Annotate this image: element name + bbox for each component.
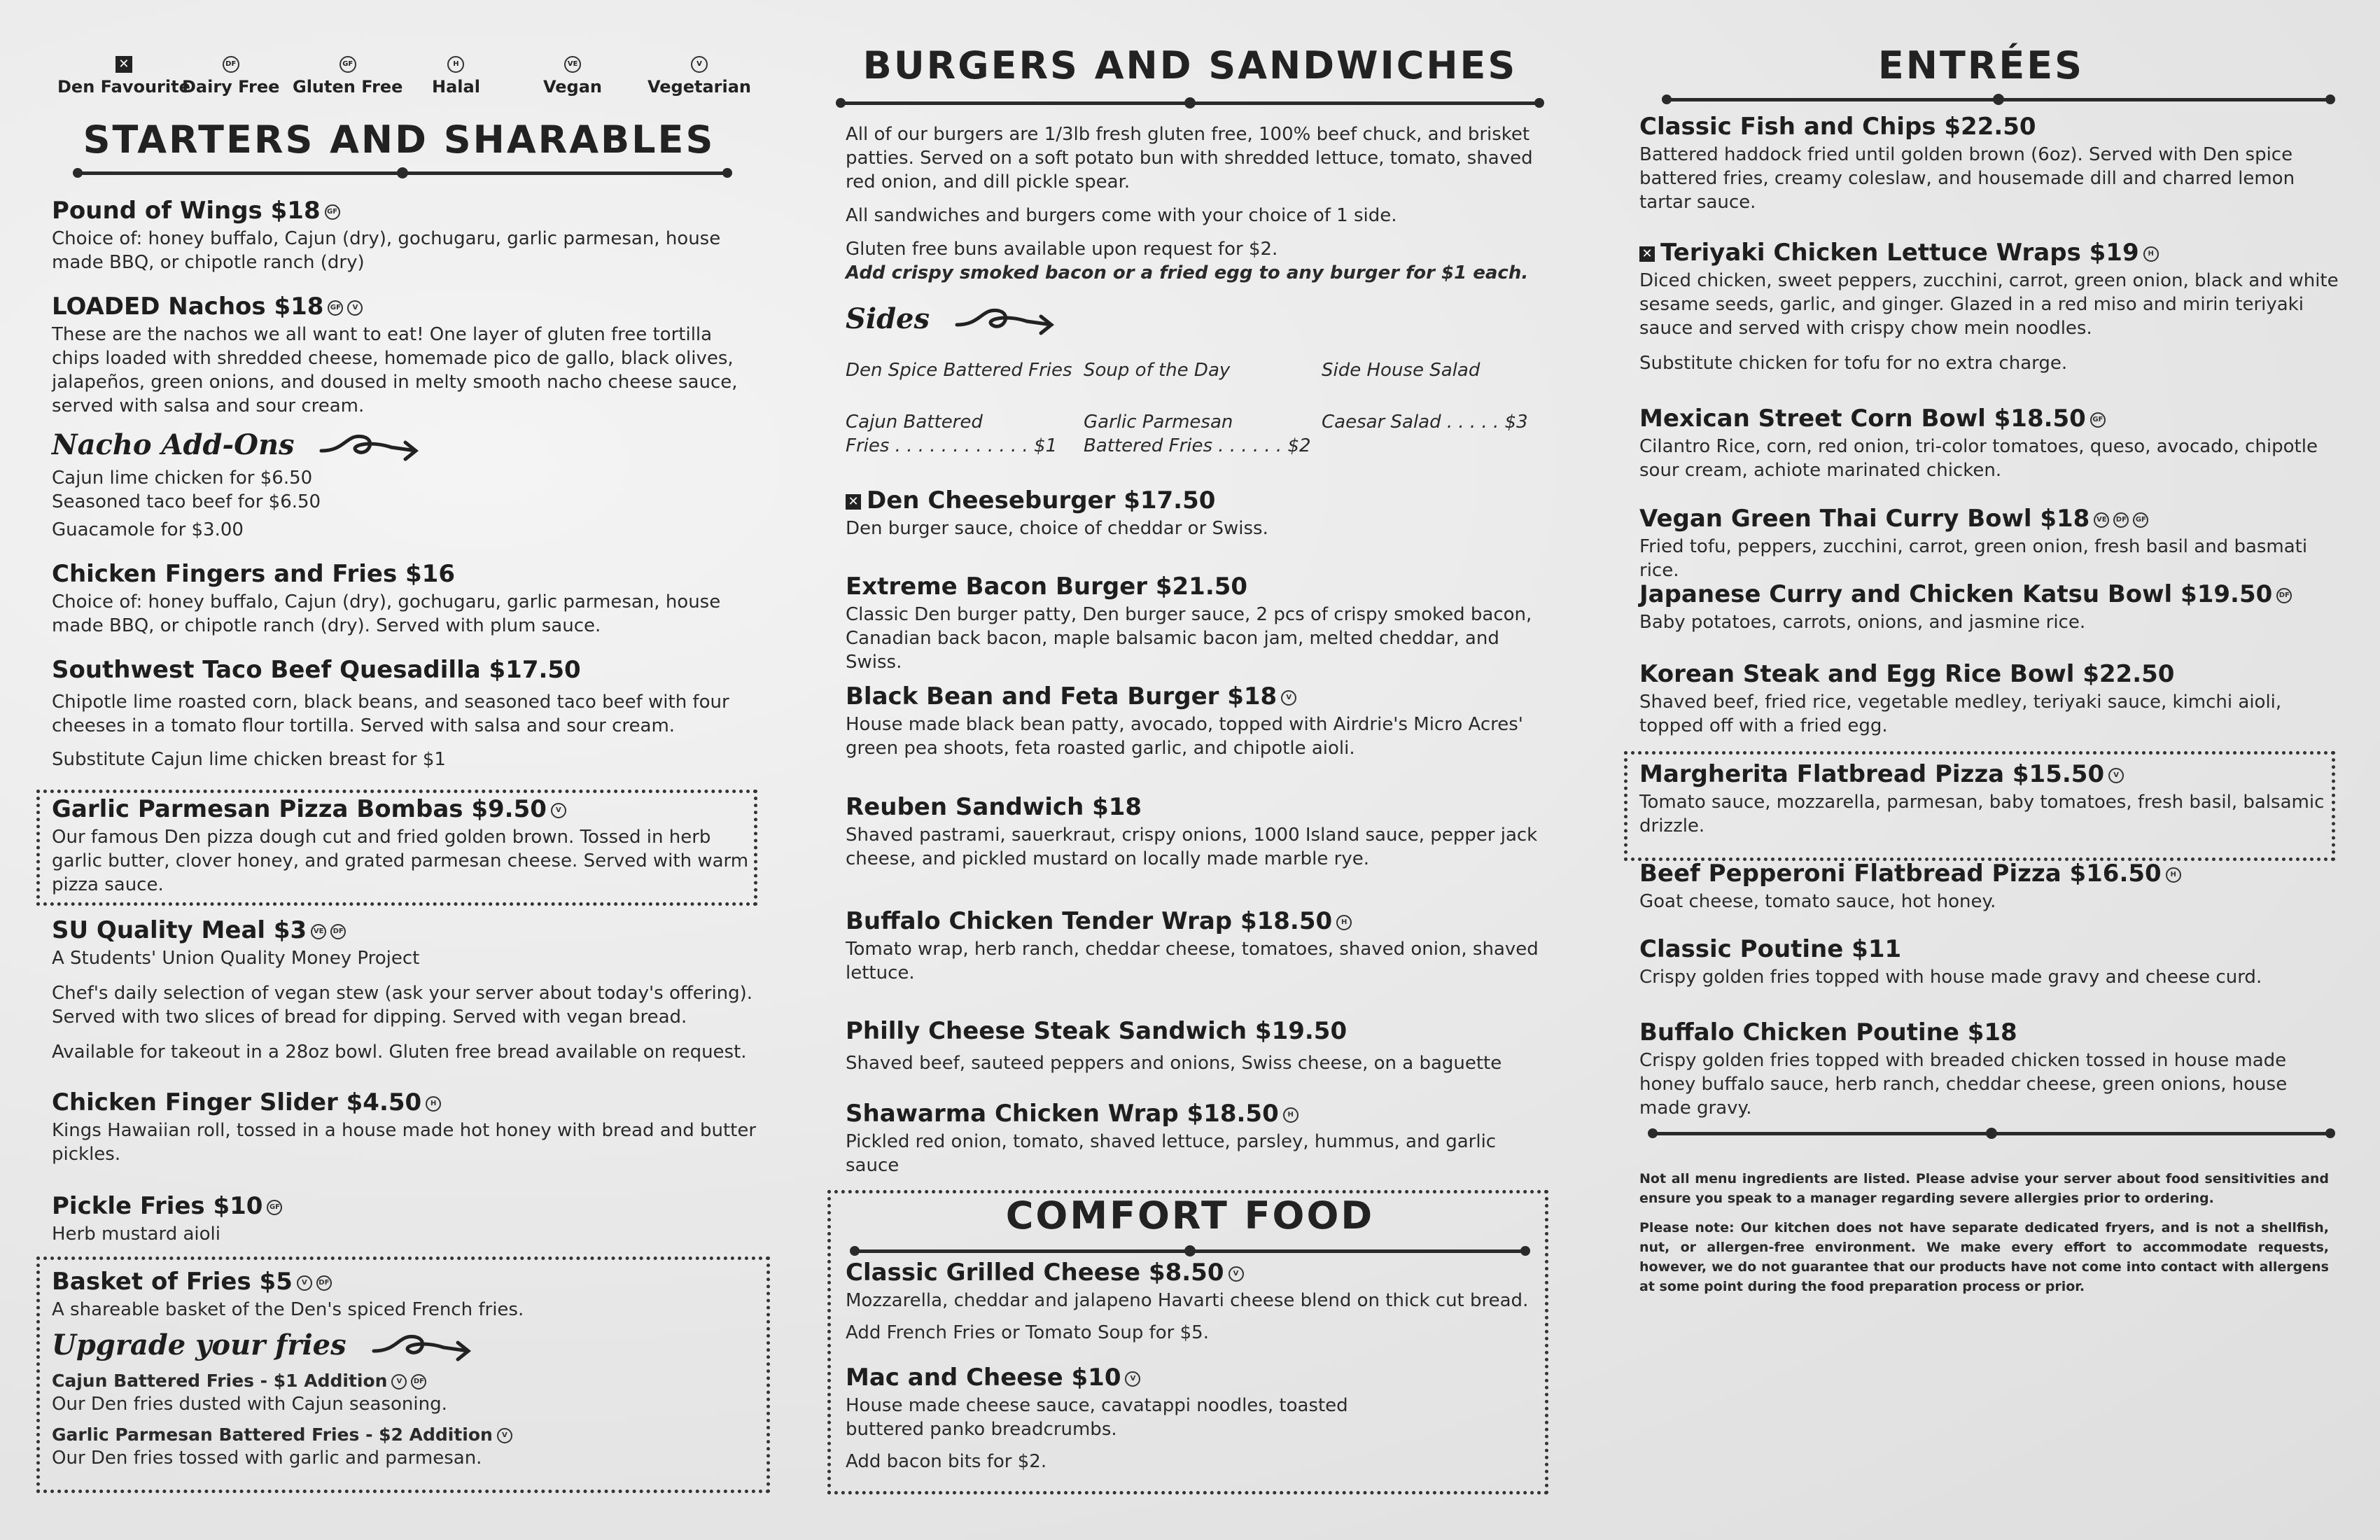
menu-item-buffalo-wrap bbox=[846, 905, 1539, 985]
upgrade-title: Upgrade your fries bbox=[52, 1329, 346, 1362]
item-description: Pickled red onion, tomato, shaved lettuce, parsley, hummus, and garlic sauce bbox=[846, 1131, 1497, 1176]
item-description: Shaved pastrami, sauerkraut, crispy onions, 1000 Island sauce, pepper jack cheese, and pickled mustard on locally made marble rye. bbox=[846, 825, 1538, 869]
dairy-free-icon: DF bbox=[411, 1374, 426, 1390]
item-name: Teriyaki Chicken Lettuce Wraps $19 bbox=[1660, 239, 2139, 267]
item-name: Classic Grilled Cheese $8.50 bbox=[846, 1259, 1224, 1287]
item-name: Pound of Wings $18 bbox=[52, 197, 321, 225]
gluten-free-icon: GF bbox=[325, 204, 340, 220]
item-name: Den Cheeseburger $17.50 bbox=[867, 486, 1216, 514]
item-description: Classic Den burger patty, Den burger sauce, 2 pcs of crispy smoked bacon, Canadian back bacon, maple balsamic bacon jam, melted cheddar, and Swiss. bbox=[846, 604, 1532, 673]
intro-text: All of our burgers are 1/3lb fresh gluten free, 100% beef chuck, and brisket patties. Served on a soft potato bun with shredded lettuce, tomato, shaved red onion, and dill pickle spear. bbox=[846, 124, 1533, 192]
item-note: Available for takeout in a 28oz bowl. Gluten free bread available on request. bbox=[52, 1042, 747, 1063]
item-description: Crispy golden fries topped with breaded chicken tossed in house made honey buffalo sauce, herb ranch, cheddar cheese, green onions, house made gravy. bbox=[1639, 1050, 2288, 1119]
gluten-free-icon: GF bbox=[267, 1200, 282, 1215]
menu-item-wings bbox=[52, 195, 759, 274]
gluten-free-icon: GF bbox=[2090, 412, 2106, 428]
item-description: Cilantro Rice, corn, red onion, tri-color tomatoes, queso, avocado, chipotle sour cream, achiote marinated chicken. bbox=[1639, 436, 2318, 481]
den-favourite-icon: ✕ bbox=[846, 494, 861, 510]
den-favourite-icon: ✕ bbox=[1639, 246, 1655, 262]
legend-label: Dairy Free bbox=[182, 77, 280, 97]
halal-icon: H bbox=[447, 56, 464, 73]
dairy-free-icon: DF bbox=[330, 924, 346, 939]
item-name: Chicken Finger Slider $4.50 bbox=[52, 1088, 422, 1116]
menu-item-reuben bbox=[846, 791, 1539, 871]
comfort-title: COMFORT FOOD bbox=[1005, 1194, 1375, 1238]
menu-item-fish-chips bbox=[1639, 111, 2339, 214]
upgrade-cajun-desc: Our Den fries dusted with Cajun seasoning. bbox=[52, 1394, 447, 1415]
menu-item-teriyaki-wraps bbox=[1639, 237, 2339, 375]
addon-item: Cajun lime chicken for $6.50 bbox=[52, 468, 313, 489]
burgers-intro bbox=[846, 122, 1539, 285]
item-description: These are the nachos we all want to eat! One layer of gluten free tortilla chips loaded with shredded cheese, homemade pico de gallo, black olives, jalapeños, green onions, and doused in melty smooth nacho cheese sauce, served with salsa and sour cream. bbox=[52, 324, 738, 416]
menu-item-philly bbox=[846, 1015, 1539, 1075]
gluten-free-icon: GF bbox=[340, 56, 356, 73]
dairy-free-icon: DF bbox=[223, 56, 239, 73]
item-name: Mac and Cheese $10 bbox=[846, 1364, 1121, 1392]
vegan-icon: VE bbox=[564, 56, 581, 73]
menu-item-quesadilla bbox=[52, 654, 759, 771]
item-note: Substitute chicken for tofu for no extra charge. bbox=[1639, 353, 2068, 374]
side-fries: Den Spice Battered Fries bbox=[846, 360, 1072, 381]
dairy-free-icon: DF bbox=[2113, 512, 2129, 528]
item-note: Add bacon bits for $2. bbox=[846, 1451, 1047, 1472]
item-description: Shaved beef, fried rice, vegetable medley, teriyaki sauce, kimchi aioli, topped off with a fried egg. bbox=[1639, 692, 2282, 736]
item-description: Den burger sauce, choice of cheddar or Swiss. bbox=[846, 518, 1268, 539]
menu-item-pizza-bombas bbox=[52, 793, 752, 897]
item-name: Southwest Taco Beef Quesadilla $17.50 bbox=[52, 656, 581, 684]
dairy-free-icon: DF bbox=[316, 1275, 332, 1291]
item-name: Margherita Flatbread Pizza $15.50 bbox=[1639, 760, 2105, 788]
burgers-title: BURGERS AND SANDWICHES bbox=[862, 43, 1518, 88]
den-favourite-icon: ✕ bbox=[115, 56, 132, 73]
menu-item-black-bean-burger bbox=[846, 680, 1539, 760]
vegetarian-icon: V bbox=[297, 1275, 312, 1291]
menu-item-poutine bbox=[1639, 933, 2339, 989]
sides-heading bbox=[846, 302, 1058, 339]
menu-item-korean-bowl bbox=[1639, 658, 2339, 738]
legend-label: Gluten Free bbox=[293, 77, 403, 97]
item-description: Choice of: honey buffalo, Cajun (dry), gochugaru, garlic parmesan, house made BBQ, or chipotle ranch (dry) bbox=[52, 228, 721, 273]
item-name: Extreme Bacon Burger $21.50 bbox=[846, 573, 1248, 601]
addons-title: Nacho Add-Ons bbox=[52, 428, 295, 461]
section-divider bbox=[77, 172, 728, 175]
section-divider bbox=[1666, 98, 2331, 102]
item-description: Tomato wrap, herb ranch, cheddar cheese, tomatoes, shaved onion, shaved lettuce. bbox=[846, 939, 1539, 983]
side-line: Fries . . . . . . . . . . . . $1 bbox=[846, 435, 1058, 456]
menu-item-corn-bowl bbox=[1639, 402, 2339, 482]
menu-item-buffalo-poutine bbox=[1639, 1016, 2339, 1120]
item-description: Tomato sauce, mozzarella, parmesan, baby tomatoes, fresh basil, balsamic drizzle. bbox=[1639, 792, 2325, 836]
item-name: Korean Steak and Egg Rice Bowl $22.50 bbox=[1639, 660, 2175, 688]
item-description: House made cheese sauce, cavatappi noodles, toasted buttered panko breadcrumbs. bbox=[846, 1395, 1348, 1440]
upgrade-garlic-desc: Our Den fries tossed with garlic and parmesan. bbox=[52, 1448, 482, 1469]
vegetarian-icon: V bbox=[347, 300, 363, 316]
upgrade-garlic-name: Garlic Parmesan Battered Fries - $2 Addition bbox=[52, 1424, 493, 1445]
vegetarian-icon: V bbox=[551, 803, 566, 818]
entrees-title: ENTRÉES bbox=[1877, 43, 2085, 88]
item-subtitle: A Students' Union Quality Money Project bbox=[52, 948, 420, 969]
item-name: Buffalo Chicken Poutine $18 bbox=[1639, 1018, 2017, 1046]
vegetarian-icon: V bbox=[1281, 690, 1296, 706]
item-description: House made black bean patty, avocado, topped with Airdrie's Micro Acres' green pea shoots, feta roasted garlic, and chipotle aioli. bbox=[846, 714, 1523, 759]
item-description: Kings Hawaiian roll, tossed in a house made hot honey with bread and butter pickles. bbox=[52, 1120, 757, 1165]
item-description: Chipotle lime roasted corn, black beans, and seasoned taco beef with four cheeses in a tomato flour tortilla. Served with salsa and sour cream. bbox=[52, 692, 729, 736]
side-cajun bbox=[846, 410, 1057, 458]
legend-vegetarian bbox=[648, 56, 751, 97]
item-note: Substitute Cajun lime chicken breast for $1 bbox=[52, 749, 446, 770]
vegetarian-icon: V bbox=[497, 1428, 512, 1443]
item-name: Basket of Fries $5 bbox=[52, 1268, 293, 1296]
menu-item-grilled-cheese bbox=[846, 1256, 1539, 1345]
vegan-icon: VE bbox=[311, 924, 326, 939]
side-garlic bbox=[1084, 410, 1311, 458]
legend-dairy-free bbox=[182, 56, 279, 97]
item-name: Pickle Fries $10 bbox=[52, 1192, 263, 1220]
item-name: Black Bean and Feta Burger $18 bbox=[846, 682, 1278, 710]
item-description: Goat cheese, tomato sauce, hot honey. bbox=[1639, 891, 1996, 912]
menu-item-basket-fries bbox=[52, 1266, 759, 1322]
menu-item-thai-curry bbox=[1639, 503, 2339, 582]
item-name: Shawarma Chicken Wrap $18.50 bbox=[846, 1100, 1279, 1128]
gluten-free-icon: GF bbox=[2133, 512, 2148, 528]
legend-label: Halal bbox=[432, 77, 480, 97]
item-description: Baby potatoes, carrots, onions, and jasmine rice. bbox=[1639, 612, 2086, 633]
vegetarian-icon: V bbox=[391, 1374, 407, 1390]
item-description: Choice of: honey buffalo, Cajun (dry), gochugaru, garlic parmesan, house made BBQ, or chipotle ranch (dry). Served with plum sauce. bbox=[52, 592, 721, 636]
halal-icon: H bbox=[1283, 1107, 1298, 1123]
item-description: Mozzarella, cheddar and jalapeno Havarti cheese blend on thick cut bread. bbox=[846, 1290, 1529, 1311]
item-name: Vegan Green Thai Curry Bowl $18 bbox=[1639, 505, 2090, 533]
item-name: LOADED Nachos $18 bbox=[52, 293, 324, 321]
swirl-arrow-icon bbox=[318, 430, 423, 465]
upgrade-cajun-name: Cajun Battered Fries - $1 Addition bbox=[52, 1371, 388, 1391]
side-line: Cajun Battered bbox=[846, 412, 983, 433]
item-name: Reuben Sandwich $18 bbox=[846, 793, 1142, 821]
legend-halal bbox=[432, 56, 480, 97]
item-note: Add French Fries or Tomato Soup for $5. bbox=[846, 1322, 1209, 1343]
halal-icon: H bbox=[2166, 867, 2181, 883]
menu-item-nachos bbox=[52, 290, 759, 418]
vegetarian-icon: V bbox=[1228, 1266, 1244, 1282]
item-name: Garlic Parmesan Pizza Bombas $9.50 bbox=[52, 795, 547, 823]
swirl-arrow-icon bbox=[370, 1330, 475, 1365]
vegetarian-icon: V bbox=[2108, 768, 2124, 783]
legend-label: Den Favourite bbox=[57, 77, 190, 97]
side-caesar: Caesar Salad . . . . . $3 bbox=[1322, 412, 1528, 433]
item-name: Classic Fish and Chips $22.50 bbox=[1639, 113, 2036, 141]
item-name: SU Quality Meal $3 bbox=[52, 916, 307, 944]
item-description: Herb mustard aioli bbox=[52, 1224, 220, 1245]
item-name: Chicken Fingers and Fries $16 bbox=[52, 560, 455, 588]
sides-title: Sides bbox=[846, 302, 930, 335]
gluten-free-icon: GF bbox=[328, 300, 343, 316]
section-divider bbox=[854, 1250, 1526, 1253]
item-description: Crispy golden fries topped with house made gravy and cheese curd. bbox=[1639, 967, 2262, 988]
vegetarian-icon: V bbox=[1125, 1371, 1140, 1387]
gf-note: Gluten free buns available upon request for $2. bbox=[846, 239, 1278, 260]
item-description: Chef's daily selection of vegan stew (ask your server about today's offering). Served with two slices of bread for dipping. Served with vegan bread. bbox=[52, 983, 753, 1028]
item-name: Classic Poutine $11 bbox=[1639, 935, 1902, 963]
legend-gluten-free bbox=[293, 56, 402, 97]
entrees-column bbox=[1631, 0, 2339, 1540]
allergy-disclaimer: Not all menu ingredients are listed. Please advise your server about food sensitivities and ensure you speak to a manager regarding severe allergies prior to ordering. bbox=[1639, 1171, 2329, 1206]
side-soup: Soup of the Day bbox=[1084, 360, 1231, 381]
menu-item-pickle-fries bbox=[52, 1190, 759, 1246]
upgrade-fries bbox=[52, 1329, 759, 1470]
halal-icon: H bbox=[426, 1096, 441, 1112]
item-name: Beef Pepperoni Flatbread Pizza $16.50 bbox=[1639, 860, 2162, 888]
menu-item-cheeseburger bbox=[846, 484, 1539, 540]
dairy-free-icon: DF bbox=[2276, 588, 2292, 603]
item-name: Buffalo Chicken Tender Wrap $18.50 bbox=[846, 907, 1333, 935]
section-divider bbox=[840, 102, 1540, 105]
menu-item-chicken-fingers bbox=[52, 558, 759, 638]
item-name: Philly Cheese Steak Sandwich $19.50 bbox=[846, 1017, 1348, 1045]
legend-label: Vegetarian bbox=[648, 77, 752, 97]
nacho-addons bbox=[52, 428, 759, 542]
swirl-arrow-icon bbox=[953, 304, 1058, 339]
side-line: Garlic Parmesan bbox=[1084, 412, 1233, 433]
legend-den-favourite bbox=[57, 56, 190, 97]
side-salad: Side House Salad bbox=[1322, 360, 1480, 381]
menu-item-shawarma bbox=[846, 1098, 1539, 1177]
vegan-icon: VE bbox=[2094, 512, 2109, 528]
section-divider bbox=[1652, 1132, 2331, 1135]
menu-item-su-meal bbox=[52, 914, 759, 1064]
menu-item-bacon-burger bbox=[846, 570, 1539, 674]
item-description: Battered haddock fried until golden brown (6oz). Served with Den spice battered fries, creamy coleslaw, and housemade dill and charred lemon tartar sauce. bbox=[1639, 144, 2295, 213]
item-description: Our famous Den pizza dough cut and fried golden brown. Tossed in herb garlic butter, clover honey, and grated parmesan cheese. Served with warm pizza sauce. bbox=[52, 827, 749, 895]
addon-item: Seasoned taco beef for $6.50 bbox=[52, 491, 321, 512]
item-name: Japanese Curry and Chicken Katsu Bowl $19.50 bbox=[1639, 580, 2273, 608]
item-description: Shaved beef, sauteed peppers and onions, Swiss cheese, on a baguette bbox=[846, 1053, 1502, 1074]
menu-item-katsu-bowl bbox=[1639, 578, 2339, 634]
menu-item-mac-cheese bbox=[846, 1362, 1539, 1474]
menu-item-margherita bbox=[1639, 758, 2325, 838]
kitchen-disclaimer: Please note: Our kitchen does not have separate dedicated fryers, and is not a shellfish, nut, or allergen-free environment. We make every effort to accommodate requests, however, we do not guarantee that our products have not come into contact with allergens at some point during the food preparation process or prior. bbox=[1639, 1220, 2329, 1294]
legend-vegan bbox=[543, 56, 602, 97]
addon-item: Guacamole for $3.00 bbox=[52, 519, 244, 540]
vegetarian-icon: V bbox=[691, 56, 708, 73]
menu-item-pepperoni bbox=[1639, 858, 2339, 913]
item-description: Diced chicken, sweet peppers, zucchini, carrot, green onion, black and white sesame seeds, garlic, and ginger. Glazed in a red miso and mirin teriyaki sauce and served with crispy chow mein noodles. bbox=[1639, 270, 2339, 339]
starters-title: STARTERS AND SHARABLES bbox=[83, 118, 715, 162]
legend-label: Vegan bbox=[543, 77, 602, 97]
item-name: Mexican Street Corn Bowl $18.50 bbox=[1639, 405, 2086, 433]
side-note: All sandwiches and burgers come with your choice of 1 side. bbox=[846, 205, 1397, 226]
item-description: Fried tofu, peppers, zucchini, carrot, green onion, fresh basil and basmati rice. bbox=[1639, 536, 2308, 581]
burgers-column bbox=[840, 0, 1540, 1540]
side-line: Battered Fries . . . . . . $2 bbox=[1084, 435, 1311, 456]
halal-icon: H bbox=[2143, 246, 2159, 262]
starters-column bbox=[49, 0, 763, 1540]
addon-note: Add crispy smoked bacon or a fried egg to any burger for $1 each. bbox=[846, 262, 1529, 284]
menu-item-slider bbox=[52, 1086, 759, 1166]
item-description: A shareable basket of the Den's spiced French fries. bbox=[52, 1299, 524, 1320]
halal-icon: H bbox=[1336, 915, 1352, 930]
